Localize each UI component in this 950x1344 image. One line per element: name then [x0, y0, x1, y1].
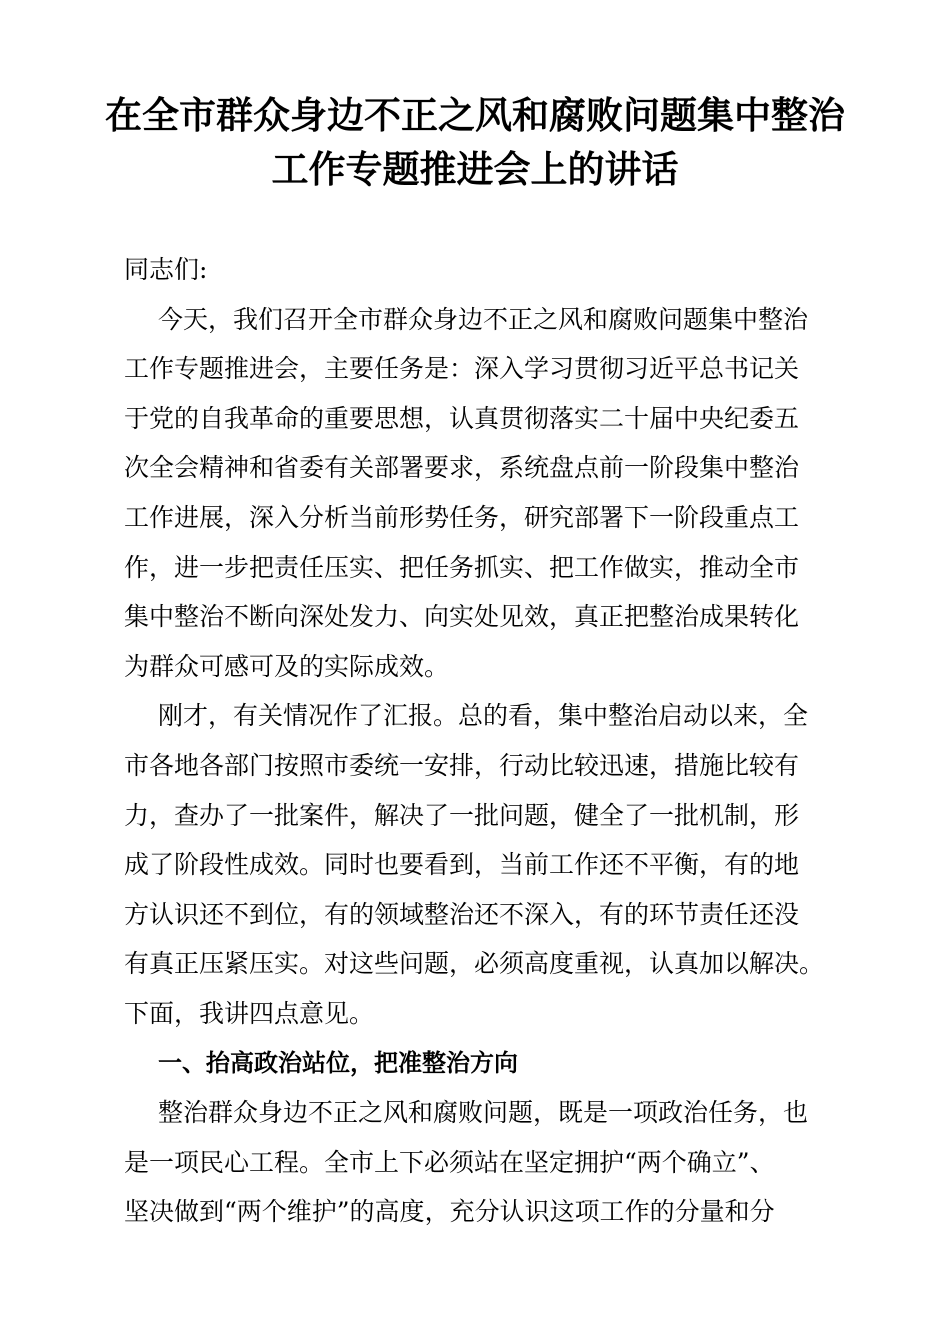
paragraph-line: 方认识还不到位，有的领域整治还不深入，有的环节责任还没: [124, 899, 800, 929]
paragraph-line: 今天，我们召开全市群众身边不正之风和腐败问题集中整治: [158, 304, 809, 334]
paragraph-line: 作，进一步把责任压实、把任务抓实、把工作做实，推动全市: [124, 552, 800, 582]
paragraph-2: [124, 691, 829, 1038]
paragraph-line: 力，查办了一批案件，解决了一批问题，健全了一批机制，形: [124, 800, 800, 830]
paragraph-line: 下面，我讲四点意见。: [124, 998, 375, 1028]
section-heading-1: 一、抬高政治站位，把准整治方向: [158, 1048, 518, 1077]
document-title: [100, 88, 850, 196]
paragraph-line: 工作进展，深入分析当前形势任务，研究部署下一阶段重点工: [124, 502, 800, 532]
paragraph-line: 于党的自我革命的重要思想，认真贯彻落实二十届中央纪委五: [124, 403, 800, 433]
paragraph-line: 成了阶段性成效。同时也要看到，当前工作还不平衡，有的地: [124, 850, 800, 880]
paragraph-line: 是一项民心工程。全市上下必须站在坚定拥护“两个确立”、: [124, 1147, 775, 1177]
paragraph-line: 集中整治不断向深处发力、向实处见效，真正把整治成果转化: [124, 602, 800, 632]
document-body: [124, 245, 829, 1237]
paragraph-3: [124, 1088, 829, 1237]
paragraph-line: 坚决做到“两个维护”的高度，充分认识这项工作的分量和分: [124, 1197, 775, 1227]
salutation: 同志们:: [124, 255, 208, 284]
paragraph-line: 次全会精神和省委有关部署要求，系统盘点前一阶段集中整治: [124, 453, 800, 483]
paragraph-line: 市各地各部门按照市委统一安排，行动比较迅速，措施比较有: [124, 750, 800, 780]
title-line-1: 在全市群众身边不正之风和腐败问题集中整治: [105, 93, 845, 137]
title-line-2: 工作专题推进会上的讲话: [271, 147, 679, 191]
paragraph-line: 整治群众身边不正之风和腐败问题，既是一项政治任务，也: [158, 1098, 809, 1128]
paragraph-1: [124, 295, 829, 692]
paragraph-line: 有真正压紧压实。对这些问题，必须高度重视，认真加以解决。: [124, 949, 825, 979]
paragraph-line: 工作专题推进会，主要任务是：深入学习贯彻习近平总书记关: [124, 354, 800, 384]
paragraph-line: 刚才，有关情况作了汇报。总的看，集中整治启动以来，全: [158, 701, 809, 731]
paragraph-line: 为群众可感可及的实际成效。: [124, 651, 450, 681]
